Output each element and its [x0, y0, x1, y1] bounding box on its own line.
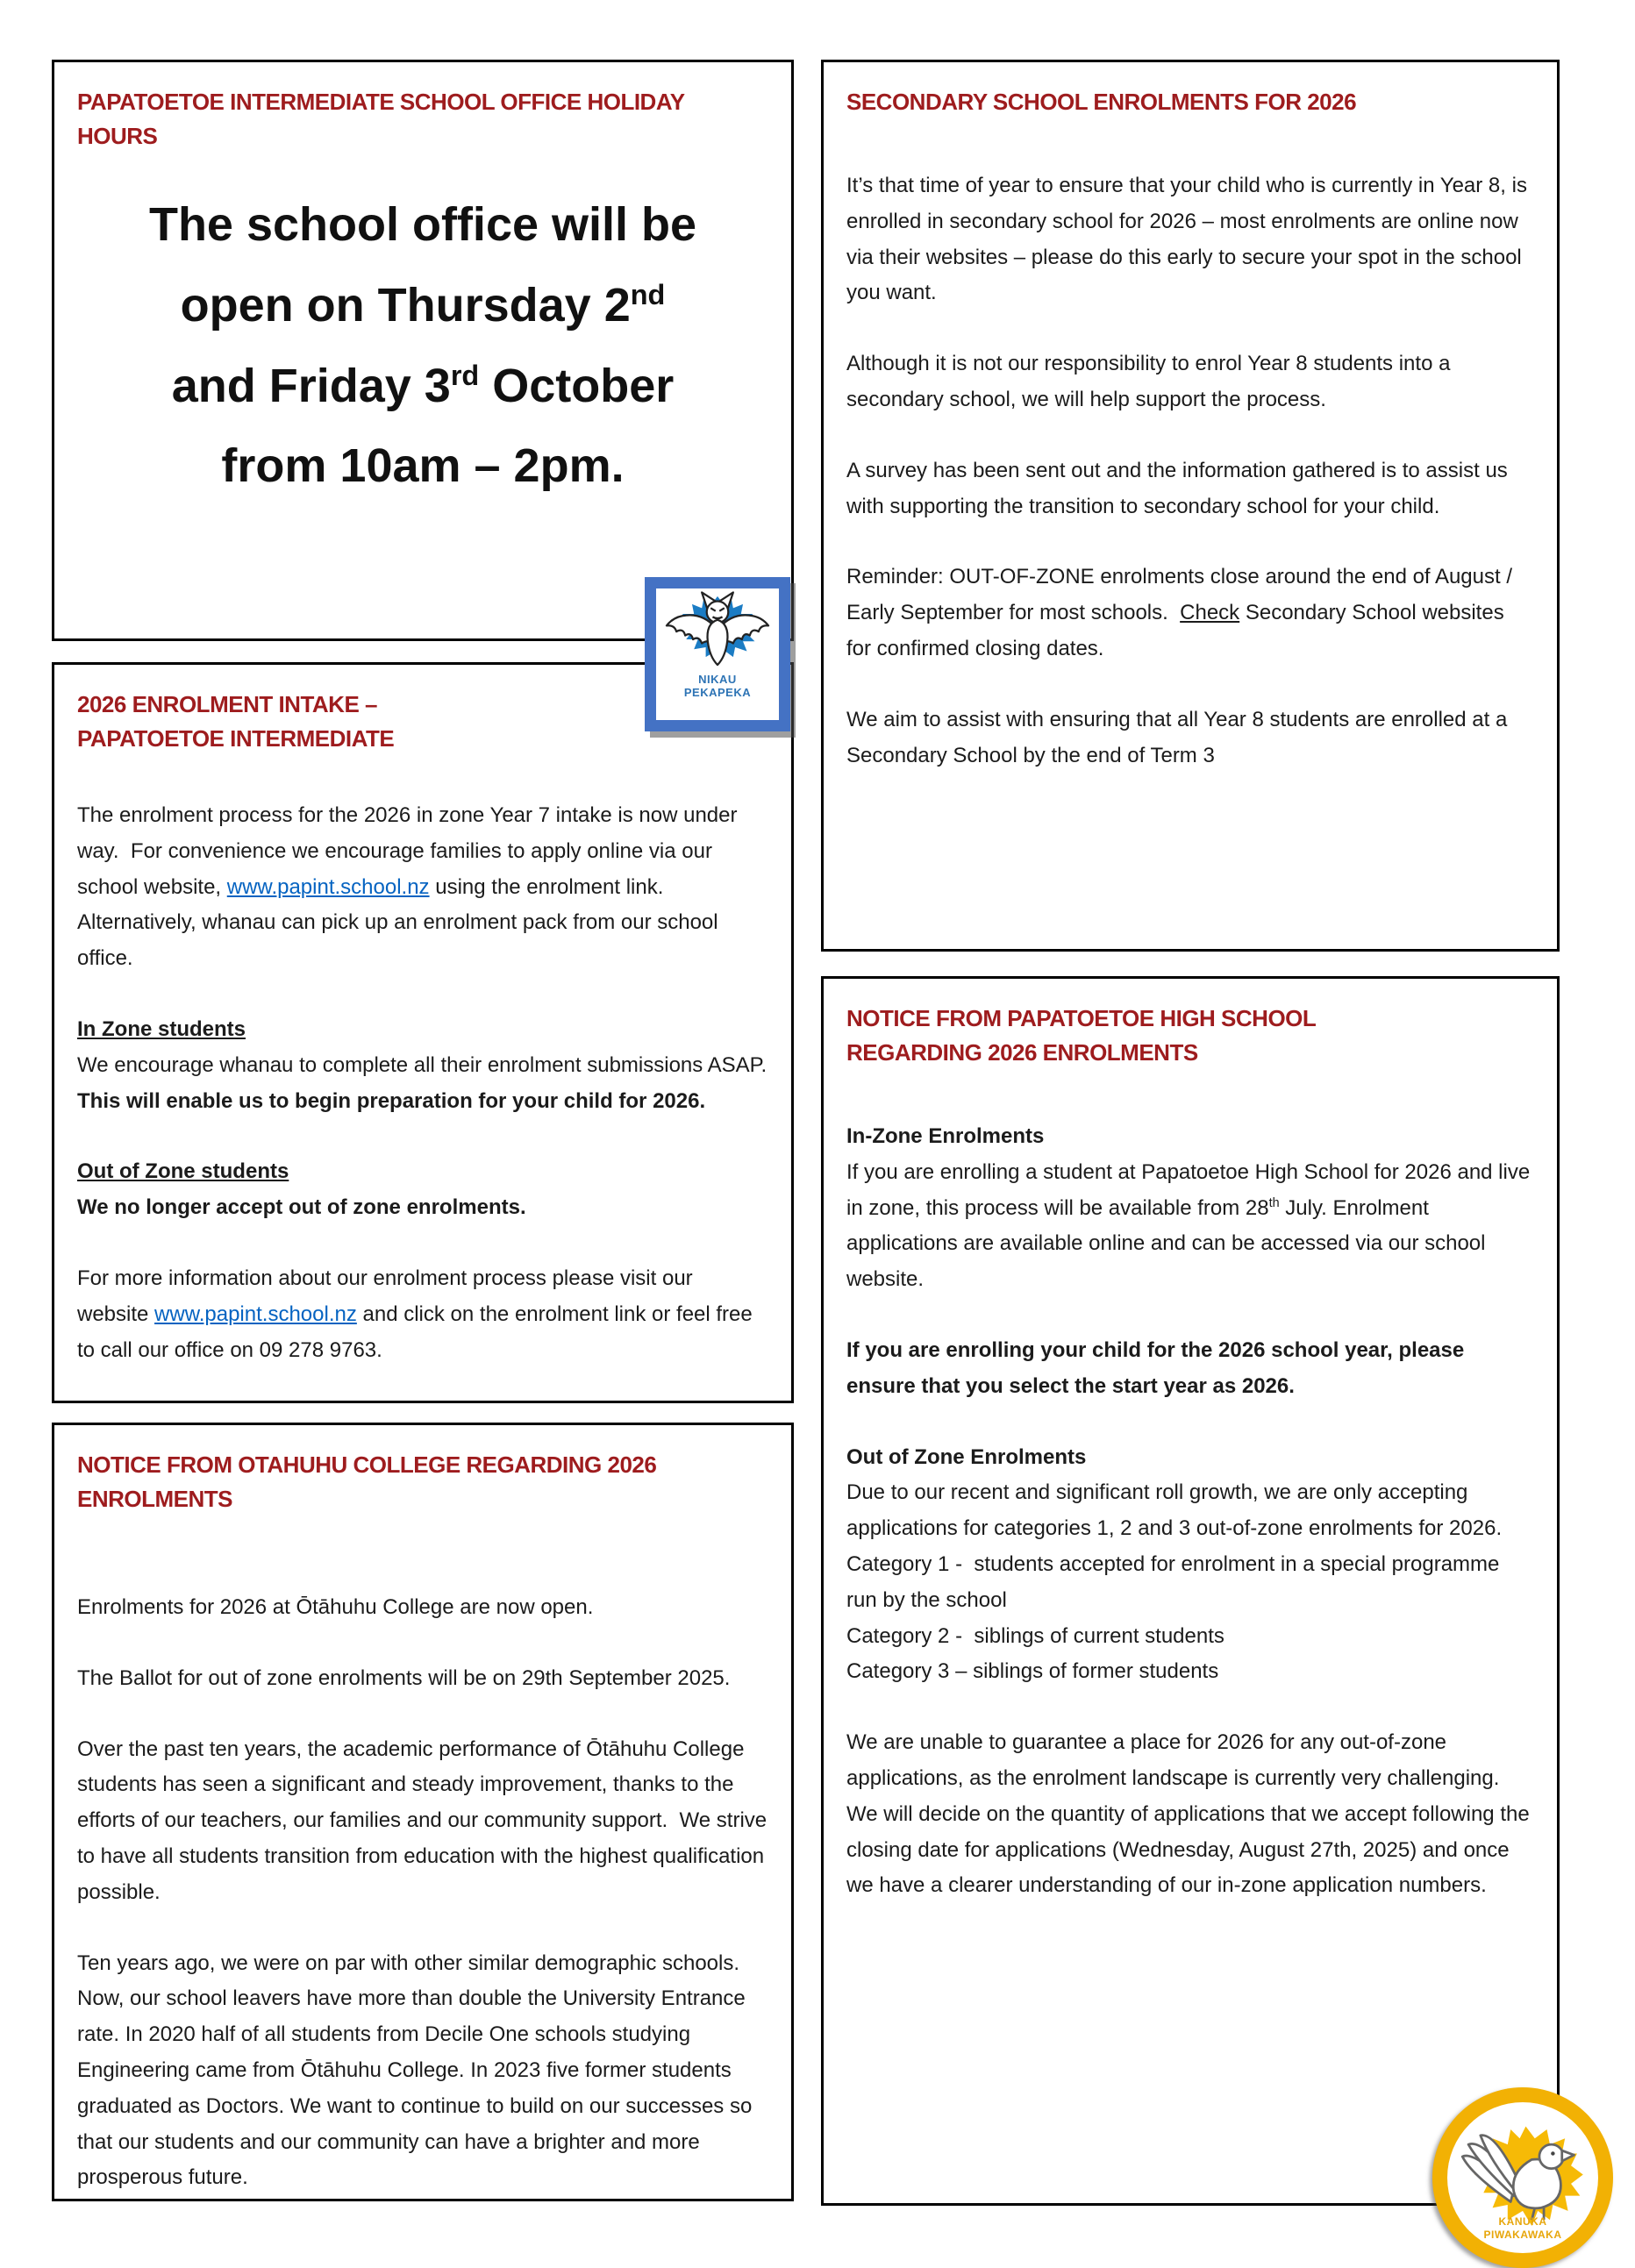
announcement-text: open on Thursday 2	[180, 278, 631, 332]
announcement-line: The school office will be	[148, 198, 697, 251]
bat-icon	[658, 588, 777, 673]
office-holiday-hours-heading	[77, 85, 768, 153]
phs-category-3: Category 3 – siblings of former students	[846, 1659, 1219, 1684]
heading-line: NOTICE FROM PAPATOETOE HIGH SCHOOL	[846, 1005, 1317, 1031]
in-zone-enrolments-subheading: In-Zone Enrolments	[846, 1124, 1045, 1148]
announcement-text: October	[479, 359, 675, 412]
heading-line: ENROLMENTS	[77, 1486, 232, 1512]
secondary-paragraph-4	[846, 560, 1534, 667]
nikau-logo-caption: NIKAU PEKAPEKA	[683, 673, 752, 699]
heading-line: PAPATOETOE INTERMEDIATE SCHOOL OFFICE HOLIDAY	[77, 89, 685, 115]
announcement-text: and Friday 3	[171, 359, 451, 412]
school-website-link[interactable]: www.papint.school.nz	[226, 874, 430, 899]
phs-category-1: Category 1 - students accepted for enrolment in a special programme run by the school	[846, 1551, 1506, 1612]
announcement-line: from 10am – 2pm.	[221, 439, 625, 493]
paragraph-text: using the enrolment link. Alternatively, whanau can pick up an enrolment pack from our school office.	[77, 874, 725, 971]
secondary-paragraph-5: We aim to assist with ensuring that all Year 8 students are enrolled at a Secondary School by the end of Term 3	[846, 707, 1513, 767]
out-of-zone-enrolments-subheading: Out of Zone Enrolments	[846, 1444, 1087, 1469]
kanuka-logo-caption: KANUKA PIWAKAWAKA	[1483, 2215, 1562, 2241]
announcement-line	[77, 346, 768, 427]
paragraph-text: and click on the enrolment link or feel free to call our office on 09 278 9763.	[77, 1302, 759, 1362]
paragraph-text: For more information about our enrolment process please visit our website	[77, 1266, 699, 1326]
out-of-zone-students-subheading: Out of Zone students	[77, 1159, 289, 1184]
secondary-paragraph-3: A survey has been sent out and the information gathered is to assist us with supporting the transition to secondary school for your child.	[846, 458, 1514, 518]
enrolment-intake-box	[52, 662, 794, 1403]
nikau-logo-inner	[656, 588, 779, 720]
paragraph-text: If you are enrolling a student at Papatoetoe High School for 2026 and live in zone, this process will be available from 28	[846, 1159, 1536, 1220]
phs-paragraph-3: Due to our recent and significant roll growth, we are only accepting applications for categories 1, 2 and 3 out-of-zone enrolments for 2026.	[846, 1480, 1503, 1541]
intake-paragraph-1	[77, 798, 768, 977]
paragraph-text: July. Enrolment applications are available online and can be accessed via our school website.	[846, 1195, 1492, 1292]
secondary-enrolments-box	[821, 60, 1560, 952]
office-holiday-hours-box	[52, 60, 794, 641]
phs-paragraph-5: We are unable to guarantee a place for 2026 for any out-of-zone applications, as the enrolment landscape is currently very challenging. We will decide on the quantity of applications that we accept following the closing date for applications (Wednesday, August 27th, 2025) and once we have a clearer understanding of our in-zone application numbers.	[846, 1730, 1536, 1898]
otahuhu-paragraph-1: Enrolments for 2026 at Ōtāhuhu College are now open.	[77, 1595, 594, 1619]
papatoetoe-high-notice-heading	[846, 1002, 1534, 1070]
ordinal-suffix: nd	[630, 278, 666, 310]
paragraph-text: We encourage whanau to complete all their enrolment submissions ASAP.	[77, 1052, 779, 1077]
heading-line: SECONDARY SCHOOL ENROLMENTS FOR 2026	[846, 89, 1357, 115]
paragraph-text: The enrolment process for the 2026 in zone Year 7 intake is now under way. For convenience we encourage families to apply online via our school website,	[77, 803, 744, 899]
ordinal-suffix: th	[1268, 1195, 1280, 1210]
papatoetoe-high-notice-box	[821, 976, 1560, 2206]
secondary-paragraph-2: Although it is not our responsibility to enrol Year 8 students into a secondary school, we will help support the process.	[846, 352, 1457, 411]
heading-line: REGARDING 2026 ENROLMENTS	[846, 1039, 1198, 1066]
heading-line: PAPATOETOE INTERMEDIATE	[77, 725, 395, 752]
secondary-paragraph-1: It’s that time of year to ensure that your child who is currently in Year 8, is enrolled in secondary school for 2026 – most enrolments are online now via their websites – please do this early to secure your spot in the school you want.	[846, 174, 1533, 305]
ordinal-suffix: rd	[450, 359, 480, 391]
announcement-line	[77, 266, 768, 346]
school-website-link[interactable]: www.papint.school.nz	[154, 1302, 357, 1326]
intake-paragraph-2	[77, 1048, 779, 1120]
phs-paragraph-2: If you are enrolling your child for the 2026 school year, please ensure that you select the start year as 2026.	[846, 1337, 1470, 1398]
otahuhu-notice-heading	[77, 1448, 768, 1516]
kanuka-logo-inner	[1447, 2102, 1598, 2253]
heading-line: 2026 ENROLMENT INTAKE –	[77, 691, 377, 717]
otahuhu-paragraph-4: Ten years ago, we were on par with other similar demographic schools. Now, our school leavers have more than double the University Entrance rate. In 2020 half of all students from Decile One schools studying Engineering came from Ōtāhuhu College. In 2023 five former students graduated as Doctors. We want to continue to build on our successes so that our students and our community can have a brighter and more prosperous future.	[77, 1951, 758, 2190]
phs-category-2: Category 2 - siblings of current students	[846, 1623, 1224, 1648]
otahuhu-paragraph-3: Over the past ten years, the academic performance of Ōtāhuhu College students has seen a significant and steady improvement, thanks to the efforts of our teachers, our families and our community support. We strive to have all students transition from education with the highest qualification possible.	[77, 1737, 773, 1904]
paragraph-text: Reminder: OUT-OF-ZONE enrolments close around the end of August / Early September for most schools.	[846, 565, 1518, 625]
in-zone-students-subheading: In Zone students	[77, 1016, 246, 1041]
office-hours-announcement	[77, 185, 768, 507]
kanuka-piwakawaka-logo	[1432, 2087, 1613, 2268]
nikau-pekapeka-logo	[645, 577, 790, 731]
heading-line: HOURS	[77, 123, 158, 149]
check-underlined-text: Check	[1180, 601, 1240, 625]
secondary-enrolments-heading	[846, 85, 1534, 119]
paragraph-bold-text: This will enable us to begin preparation for your child for 2026.	[77, 1088, 706, 1113]
otahuhu-paragraph-2: The Ballot for out of zone enrolments will be on 29th September 2025.	[77, 1665, 731, 1690]
paragraph-text: Secondary School websites for confirmed closing dates.	[846, 601, 1510, 660]
otahuhu-college-notice-box	[52, 1423, 794, 2201]
phs-paragraph-1	[846, 1155, 1534, 1298]
heading-line: NOTICE FROM OTAHUHU COLLEGE REGARDING 2026	[77, 1451, 657, 1478]
intake-paragraph-3: We no longer accept out of zone enrolments.	[77, 1195, 526, 1220]
intake-paragraph-4	[77, 1261, 768, 1368]
